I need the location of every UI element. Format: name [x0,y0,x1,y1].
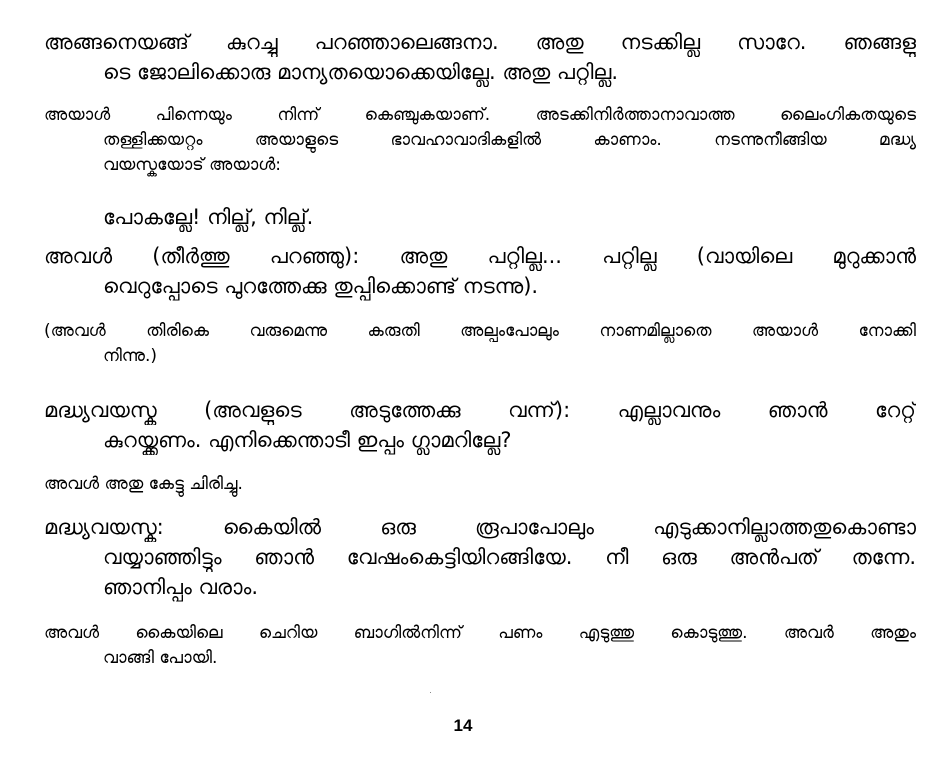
text-line: വാങ്ങി പോയി. [103,648,218,668]
narration-paragraph-3 [44,472,916,497]
page-number: 14 [453,716,473,735]
dialogue-paragraph-4 [44,395,916,455]
text-line: വയ്യാഞ്ഞിട്ടും ഞാൻ വേഷംകെട്ടിയിറങ്ങിയേ. നീ ഒരു അൻപത് തന്നേ. [103,545,916,569]
text-line: അവൾ (തീർത്തു പറഞ്ഞു): അതു പറ്റില്ല... പറ്റില്ല (വായിലെ മുറുക്കാൻ [44,244,916,268]
narration-paragraph-1 [44,103,916,178]
text-line: മദ്ധ്യവയസ്ക (അവളുടെ അടുത്തേക്കു വന്ന്): എല്ലാവനും ഞാൻ റേറ്റ് [44,398,916,422]
text-line: തള്ളിക്കയറ്റം അയാളുടെ ഭാവഹാവാദികളിൽ കാണാം. നടന്നുനീങ്ങിയ മദ്ധ്യ [103,130,916,150]
text-line: അയാൾ പിന്നെയും നിന്ന് കെഞ്ചുകയാണ്. അടക്കിനിർത്താനാവാത്ത ലൈംഗികതയുടെ [44,105,916,125]
scan-speck [430,692,431,693]
narration-paragraph-4 [44,621,916,671]
text-line: വെറുപ്പോടെ പുറത്തേക്കു തുപ്പിക്കൊണ്ട് നടന്നു). [103,274,539,298]
dialogue-paragraph-1 [44,27,916,87]
dialogue-paragraph-2 [44,202,916,232]
text-line: മദ്ധ്യവയസ്ക: കൈയിൽ ഒരു രൂപാപോലും എടുക്കാനില്ലാത്തതുകൊണ്ടാ [44,515,916,539]
text-line: ടെ ജോലിക്കൊരു മാന്യതയൊക്കെയില്ലേ. അതു പറ്റില്ല. [103,60,619,84]
text-line: നിന്നു.) [103,346,157,366]
text-line: അവൾ അതു കേട്ടു ചിരിച്ചു. [44,474,243,494]
text-line: ഞാനിപ്പം വരാം. [103,575,259,599]
dialogue-paragraph-5 [44,512,916,602]
text-line: അങ്ങനെയങ്ങ് കുറച്ചു പറഞ്ഞാലെങ്ങനാ. അതു നടക്കില്ല സാറേ. ഞങ്ങളു [44,30,916,54]
text-line: കുറയ്ക്കണം. എനിക്കെന്താടീ ഇപ്പം ഗ്ലാമറില്ലേ? [103,428,512,452]
narration-paragraph-2 [44,319,916,369]
text-line: അവൾ കൈയിലെ ചെറിയ ബാഗിൽനിന്ന് പണം എടുത്തു കൊടുത്തു. അവർ അതും [44,623,916,643]
text-line: പോകല്ലേ! നില്ല്, നില്ല്. [103,205,314,229]
dialogue-paragraph-3 [44,241,916,301]
text-line: (അവൾ തിരികെ വരുമെന്നു കരുതി അല്പംപോലും നാണമില്ലാതെ അയാൾ നോക്കി [44,321,916,341]
text-line: വയസ്കയോട് അയാൾ: [103,155,282,175]
